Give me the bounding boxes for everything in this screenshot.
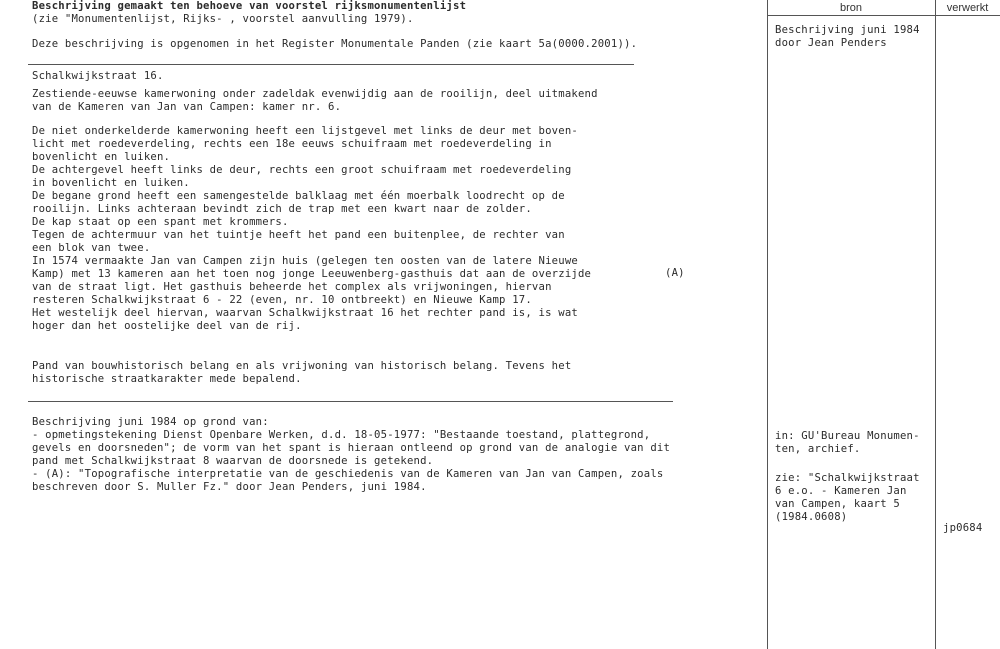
header-line-2: (zie "Monumentenlijst, Rijks- , voorstel aanvulling 1979). [32, 13, 414, 25]
bron-description-source: Beschrijving juni 1984 door Jean Penders [775, 24, 920, 49]
header-rule [28, 64, 634, 65]
reference-marker-a: (A) [665, 267, 685, 279]
address-heading: Schalkwijkstraat 16. [32, 70, 164, 82]
sources-paragraph: Beschrijving juni 1984 op grond van: - opmetingstekening Dienst Openbare Werken, d.d. 18-05-1977: "Bestaande toestand, plattegrond, gevels en doorsneden"; de vorm van het spant is hieraan ontleend op grond van de analogie van dit pand met Schalkwijkstraat 8 waarvan de doorsnede is getekend. - (A): "Topografische interpretatie van de geschiedenis van de Kameren van Jan van Campen, zoals beschreven door S. Muller Fz." door Jean Penders, juni 1984. [32, 416, 671, 493]
intro-paragraph: Zestiende-eeuwse kamerwoning onder zadeldak evenwijdig aan de rooilijn, deel uitmakend van de Kameren van Jan van Campen: kamer nr. 6. [32, 88, 598, 113]
header-line-3: Deze beschrijving is opgenomen in het Register Monumentale Panden (zie kaart 5a(0000.2001)). [32, 38, 638, 50]
description-paragraph: De niet onderkelderde kamerwoning heeft een lijstgevel met links de deur met boven- licht met roedeverdeling, rechts een 18e eeuws schuifraam met roedeverdeling in bovenlicht en luiken. De achtergevel heeft links de deur, rechts een groot schuifraam met roedeverdeling in bovenlicht en luiken. De begane grond heeft een samengestelde balklaag met één moerbalk loodrecht op de rooilijn. Links achteraan bevindt zich de trap met een kwart naar de zolder. De kap staat op een spant met krommers. Tegen de achtermuur van het tuintje heeft het pand een buitenplee, de rechter van een blok van twee. In 1574 vermaakte Jan van Campen zijn huis (gelegen ten oosten van de latere Nieuwe Kamp) met 13 kameren aan het toen nog jonge Leeuwenberg-gasthuis dat aan de overzijde van de straat ligt. Het gasthuis beheerde het complex als vrijwoningen, hiervan resteren Schalkwijkstraat 6 - 22 (even, nr. 10 ontbreekt) en Nieuwe Kamp 17. Het westelijk deel hiervan, waarvan Schalkwijkstraat 16 het rechter pand is, is wat hoger dan het oostelijke deel van de rij. [32, 125, 592, 332]
sources-rule [28, 401, 673, 402]
bron-map-reference: zie: "Schalkwijkstraat 6 e.o. - Kameren Jan van Campen, kaart 5 (1984.0608) [775, 472, 920, 523]
verwerkt-column-divider [935, 0, 936, 649]
verwerkt-column-header: verwerkt [946, 2, 989, 14]
header-line-1: Beschrijving gemaakt ten behoeve van voorstel rijksmonumentenlijst [32, 0, 467, 12]
verwerkt-code: jp0684 [943, 522, 983, 534]
bron-column-header: bron [839, 2, 863, 14]
conclusion-paragraph: Pand van bouwhistorisch belang en als vrijwoning van historisch belang. Tevens het historische straatkarakter mede bepalend. [32, 360, 572, 385]
bron-column-divider [767, 0, 768, 649]
column-header-rule [767, 15, 1000, 16]
bron-archive-reference: in: GU'Bureau Monumen- ten, archief. [775, 430, 920, 455]
